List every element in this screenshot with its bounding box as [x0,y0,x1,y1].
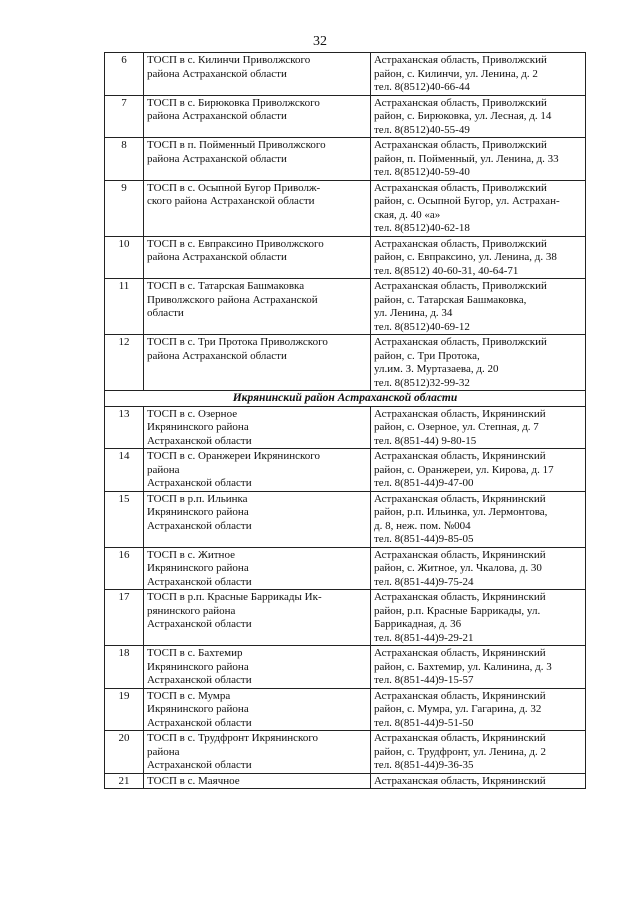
tosp-name-line: ТОСП в с. Три Протока Приволжского [147,336,328,348]
address-line: тел. 8(8512)40-66-44 [374,81,470,93]
address-cell [371,335,586,391]
address-line: район, с. Килинчи, ул. Ленина, д. 2 [374,67,538,80]
tosp-name-line: Астраханской области [147,674,252,686]
address-line: тел. 8(851-44)9-47-00 [374,477,474,489]
address-line: Астраханская область, Приволжский [374,280,547,292]
section-header-row [105,391,586,407]
tosp-name-line: ТОСП в с. Житное [147,548,235,561]
address-line: район, р.п. Ильинка, ул. Лермонтова, [374,506,548,518]
row-number: 21 [105,773,144,789]
address-line: район, с. Мумра, ул. Гагарина, д. 32 [374,703,542,715]
tosp-name-line: Икрянинского района [147,703,249,715]
row-number: 11 [105,279,144,335]
tosp-name-line: ТОСП в с. Осыпной Бугор Приволж- [147,181,321,194]
tosp-name-line: Икрянинского района [147,506,249,518]
tosp-name-line: Астраханской области [147,759,252,771]
address-line: тел. 8(8512)40-55-49 [374,123,470,136]
address-cell [371,547,586,590]
tosp-name-line: ТОСП в п. Пойменный Приволжского [147,139,326,151]
address-line: тел. 8(851-44) 9-80-15 [374,434,477,447]
address-line: район, с. Бирюковка, ул. Лесная, д. 14 [374,110,552,122]
tosp-name-line: Астраханской области [147,618,252,630]
section-header-group [105,391,586,407]
tosp-name-line: ТОСП в с. Маячное [147,774,240,787]
row-number: 9 [105,180,144,236]
tosp-name-line: района Астраханской области [147,67,287,80]
address-line: Астраханская область, Икрянинский [374,548,546,561]
tosp-name-cell [144,180,371,236]
address-line: Астраханская область, Икрянинский [374,591,546,603]
address-line: тел. 8(851-44)9-29-21 [374,631,474,644]
tosp-name-line: района [147,745,180,758]
address-line: Астраханская область, Приволжский [374,237,547,250]
tosp-name-line: района Астраханской области [147,152,287,165]
table-row [105,449,586,492]
address-line: тел. 8(8512)40-59-40 [374,166,470,178]
address-line: тел. 8(851-44)9-51-50 [374,716,474,729]
table-row [105,731,586,774]
address-line: Баррикадная, д. 36 [374,618,462,630]
tosp-name-cell [144,138,371,181]
table-row [105,180,586,236]
address-line: ул.им. З. Муртазаева, д. 20 [374,363,499,375]
tosp-registry-table [104,52,586,789]
address-line: Астраханская область, Приволжский [374,54,547,66]
table-row [105,279,586,335]
address-line: Астраханская область, Икрянинский [374,647,546,659]
address-line: тел. 8(851-44)9-75-24 [374,575,474,588]
table-row [105,335,586,391]
table-row [105,547,586,590]
address-line: Астраханская область, Икрянинский [374,407,546,420]
address-cell [371,236,586,279]
tosp-name-line: Икрянинского района [147,660,249,673]
address-line: район, с. Житное, ул. Чкалова, д. 30 [374,562,542,574]
tosp-name-line: района Астраханской области [147,251,287,263]
address-line: Астраханская область, Приволжский [374,139,547,151]
tosp-name-line: района Астраханской области [147,349,287,362]
row-number: 20 [105,731,144,774]
table-row [105,95,586,138]
address-cell [371,406,586,449]
tosp-name-line: района Астраханской области [147,110,287,122]
address-line: район, с. Три Протока, [374,349,480,362]
address-line: район, с. Татарская Башмаковка, [374,293,527,306]
table-row [105,491,586,547]
row-number: 15 [105,491,144,547]
tosp-name-cell [144,279,371,335]
tosp-name-cell [144,406,371,449]
row-number: 17 [105,590,144,646]
tosp-name-line: Икрянинского района [147,562,249,574]
address-cell [371,688,586,731]
table-row [105,590,586,646]
address-line: тел. 8(851-44)9-36-35 [374,759,474,771]
address-line: тел. 8(8512)40-69-12 [374,320,470,333]
tosp-name-cell [144,449,371,492]
tosp-name-line: ТОСП в с. Бирюковка Приволжского [147,96,320,109]
tosp-name-line: ТОСП в с. Озерное [147,407,238,420]
tosp-name-cell [144,95,371,138]
address-line: район, с. Бахтемир, ул. Калинина, д. 3 [374,660,552,673]
address-cell [371,279,586,335]
address-cell [371,590,586,646]
address-line: тел. 8(8512)40-62-18 [374,222,470,234]
tosp-name-cell [144,773,371,789]
address-line: район, п. Пойменный, ул. Ленина, д. 33 [374,152,559,165]
table-row [105,138,586,181]
address-line: район, с. Осыпной Бугор, ул. Астрахан- [374,195,560,207]
tosp-name-line: ТОСП в с. Оранжереи Икрянинского [147,450,320,462]
tosp-name-line: ТОСП в с. Трудфронт Икрянинского [147,732,319,744]
tosp-name-line: Приволжского района Астраханской [147,293,318,306]
address-cell [371,491,586,547]
row-number: 10 [105,236,144,279]
address-line: район, с. Трудфронт, ул. Ленина, д. 2 [374,745,547,758]
row-number: 16 [105,547,144,590]
section-title: Икрянинский район Астраханской области [105,391,586,407]
address-cell [371,773,586,789]
row-number: 19 [105,688,144,731]
address-cell [371,53,586,96]
address-cell [371,449,586,492]
address-line: Астраханская область, Приволжский [374,181,547,194]
address-cell [371,731,586,774]
tosp-name-line: Астраханской области [147,575,252,588]
address-line: тел. 8(851-44)9-85-05 [374,533,474,545]
tosp-name-cell [144,491,371,547]
table-row [105,406,586,449]
row-number: 6 [105,53,144,96]
tosp-name-line: Икрянинского района [147,421,249,433]
row-number: 12 [105,335,144,391]
tosp-name-cell [144,547,371,590]
tosp-name-line: ТОСП в с. Татарская Башмаковка [147,280,305,292]
tosp-name-line: Астраханской области [147,477,252,489]
tosp-name-cell [144,53,371,96]
table-row [105,773,586,789]
tosp-name-line: ТОСП в с. Мумра [147,689,231,702]
tosp-name-cell [144,731,371,774]
address-cell [371,138,586,181]
row-number: 8 [105,138,144,181]
tosp-name-cell [144,688,371,731]
address-line: тел. 8(8512)32-99-32 [374,376,470,389]
address-line: тел. 8(8512) 40-60-31, 40-64-71 [374,264,519,277]
address-cell [371,95,586,138]
address-line: район, с. Оранжереи, ул. Кирова, д. 17 [374,463,554,476]
table-row [105,646,586,689]
tosp-name-line: Астраханской области [147,716,252,729]
tosp-name-cell [144,236,371,279]
address-line: ул. Ленина, д. 34 [374,307,453,319]
address-cell [371,180,586,236]
address-line: Астраханская область, Икрянинский [374,689,546,702]
tosp-name-line: ского района Астраханской области [147,195,315,207]
table-row [105,53,586,96]
row-number: 14 [105,449,144,492]
address-line: Астраханская область, Икрянинский [374,732,546,744]
tosp-name-line: ТОСП в с. Евпраксино Приволжского [147,237,324,250]
address-line: Астраханская область, Икрянинский [374,492,546,505]
table-row [105,236,586,279]
rows-before-section [105,53,586,391]
row-number: 13 [105,406,144,449]
tosp-name-cell [144,590,371,646]
address-line: тел. 8(851-44)9-15-57 [374,674,474,686]
address-line: ская, д. 40 «а» [374,208,441,221]
address-line: Астраханская область, Икрянинский [374,774,546,787]
address-line: район, с. Озерное, ул. Степная, д. 7 [374,421,539,433]
address-line: Астраханская область, Приволжский [374,96,547,109]
address-line: Астраханская область, Приволжский [374,336,547,348]
address-line: район, р.п. Красные Баррикады, ул. [374,604,541,617]
tosp-name-line: ТОСП в с. Бахтемир [147,647,243,659]
address-line: Астраханская область, Икрянинский [374,450,546,462]
tosp-name-line: района [147,463,180,476]
page-number: 32 [313,34,327,49]
tosp-name-line: области [147,307,184,319]
tosp-name-cell [144,335,371,391]
address-line: район, с. Евпраксино, ул. Ленина, д. 38 [374,251,557,263]
table-row [105,688,586,731]
tosp-name-line: ТОСП в р.п. Ильинка [147,492,248,505]
row-number: 7 [105,95,144,138]
address-cell [371,646,586,689]
tosp-name-line: ТОСП в р.п. Красные Баррикады Ик- [147,591,322,603]
tosp-name-line: Астраханской области [147,434,252,447]
address-line: д. 8, неж. пом. №004 [374,519,471,532]
tosp-name-line: ТОСП в с. Килинчи Приволжского [147,54,311,66]
rows-after-section [105,406,586,789]
tosp-name-cell [144,646,371,689]
tosp-name-line: Астраханской области [147,519,252,532]
row-number: 18 [105,646,144,689]
tosp-name-line: рянинского района [147,604,236,617]
